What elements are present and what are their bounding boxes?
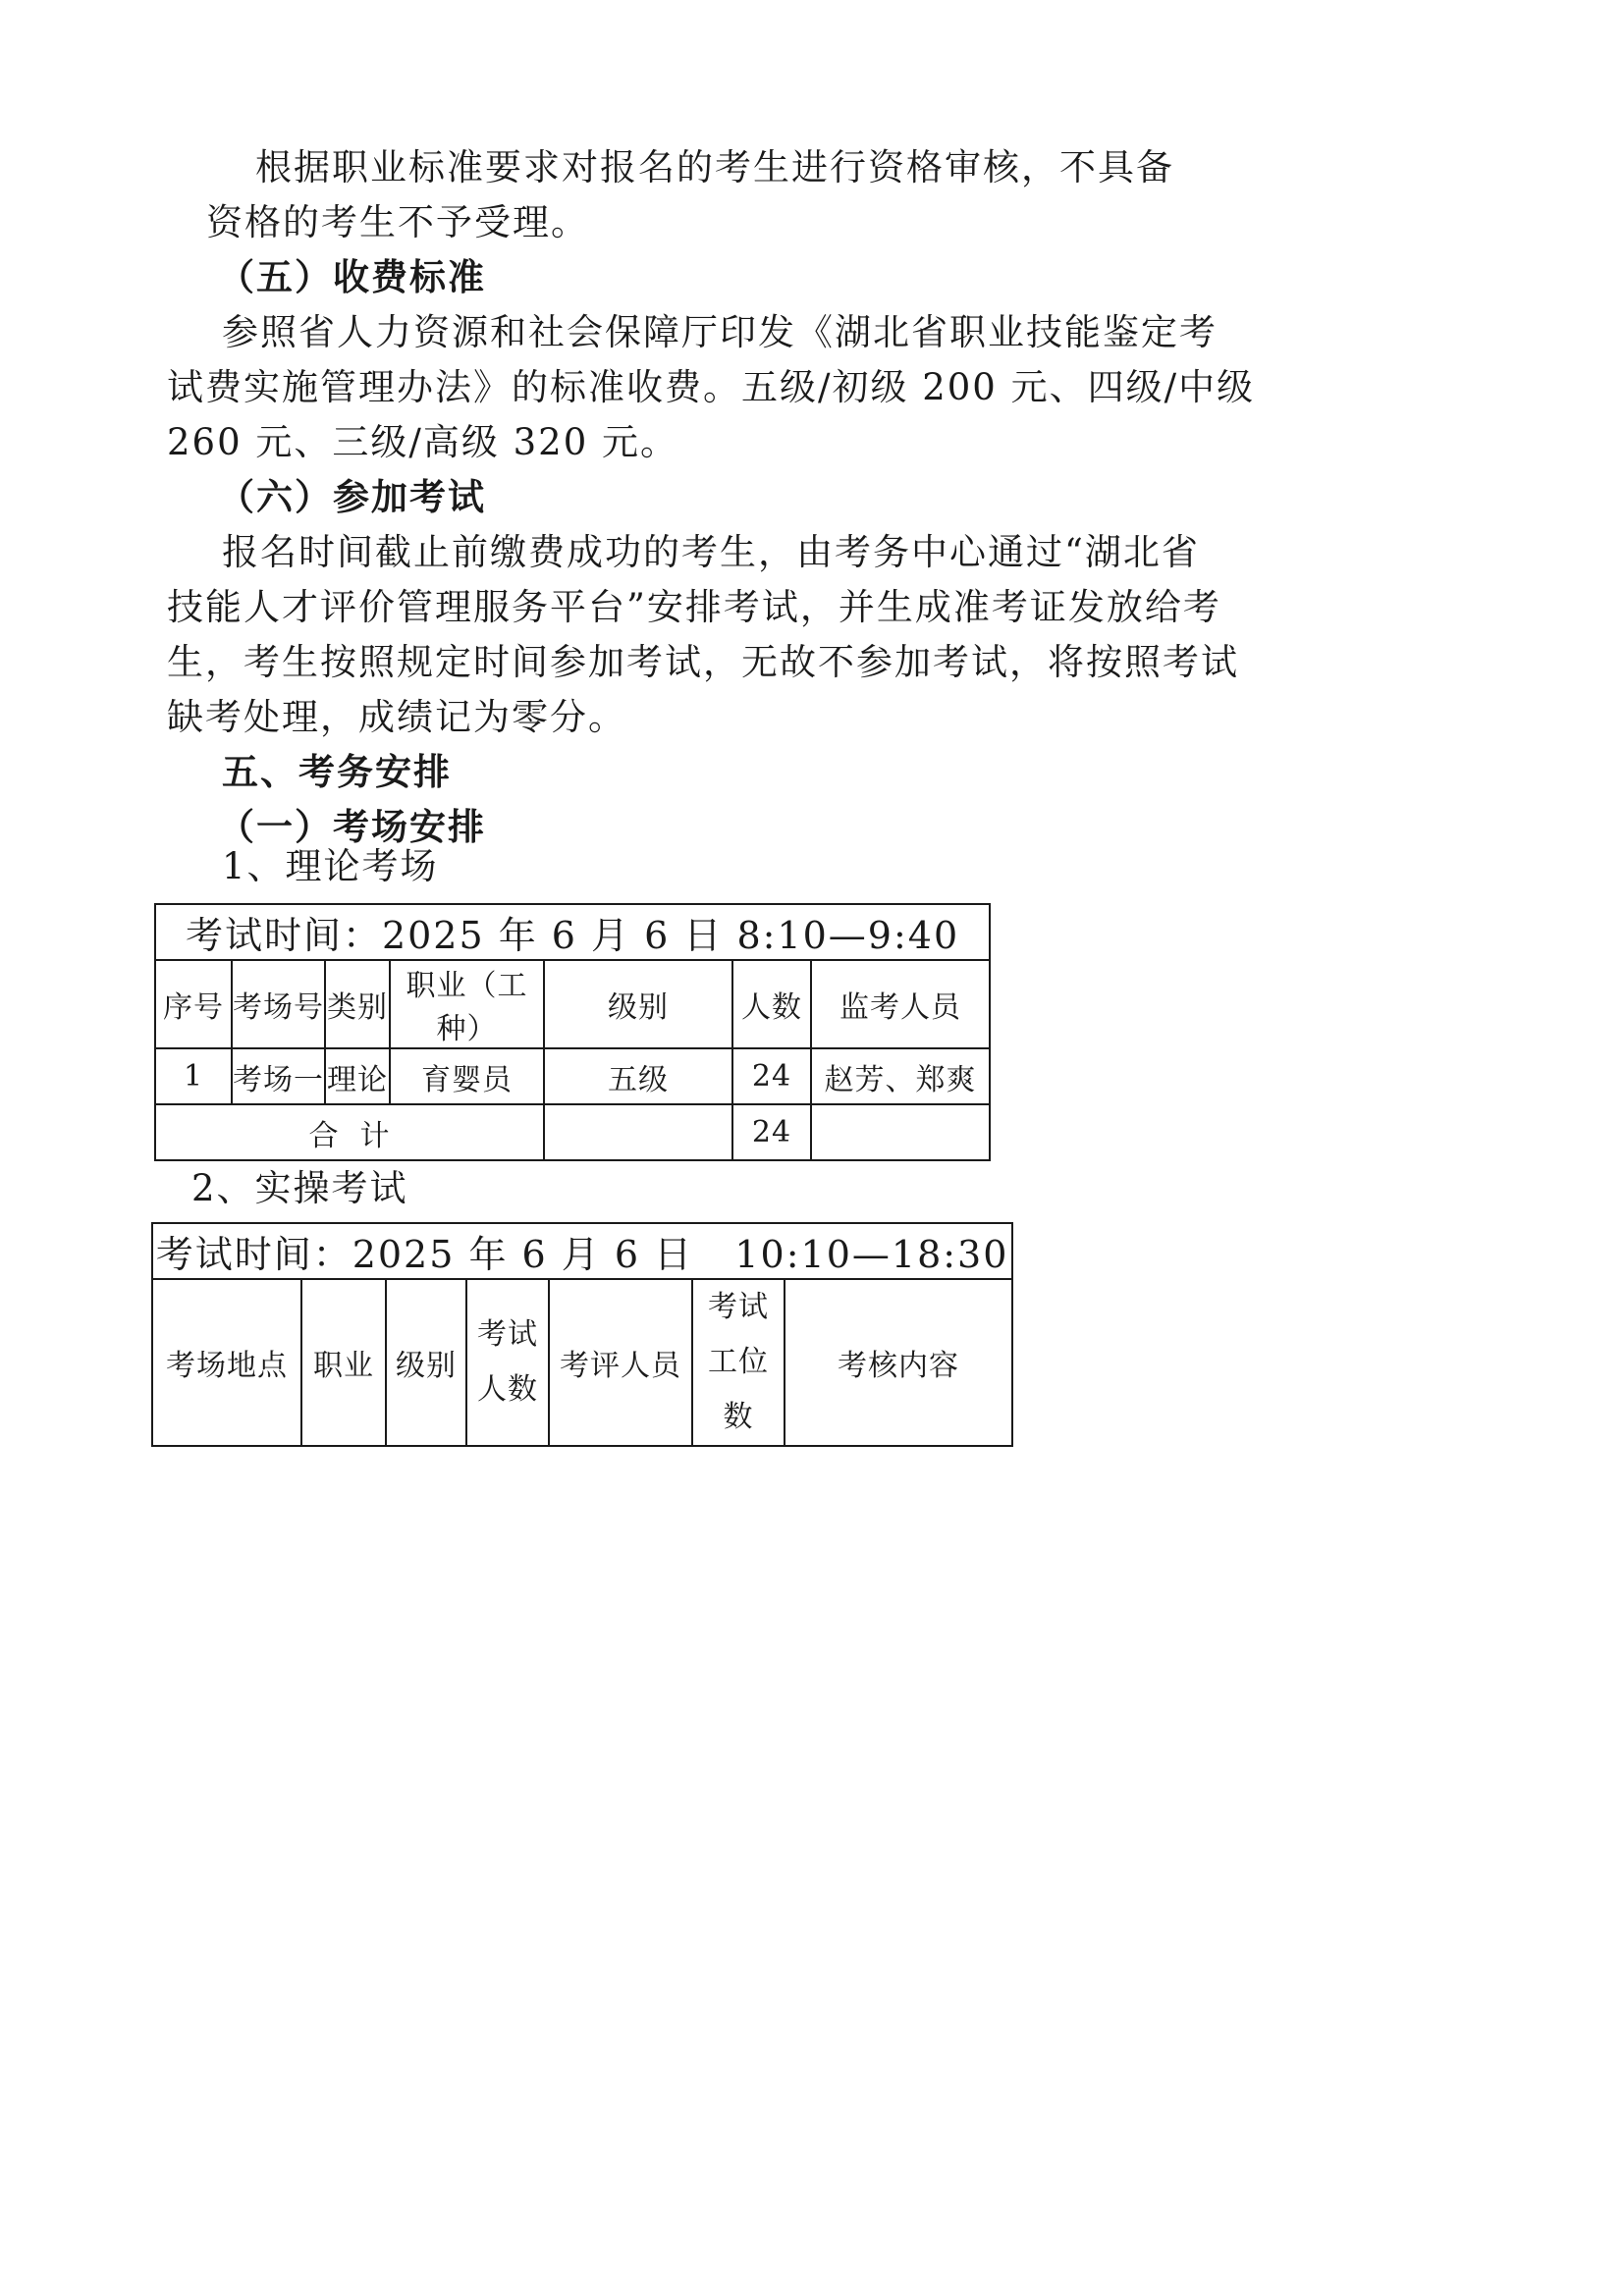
paragraph-fee-line-1: 参照省人力资源和社会保障厅印发《湖北省职业技能鉴定考	[222, 311, 1218, 353]
header-exam-stations	[692, 1279, 785, 1446]
header-occupation: 职业（工种）	[390, 960, 544, 1048]
practical-table-title-row	[152, 1223, 1012, 1279]
paragraph-fee-line-2: 试费实施管理办法》的标准收费。五级/初级 200 元、四级/中级	[167, 366, 1256, 408]
header-exam-stations-line-1: 考试	[708, 1290, 769, 1324]
heading-practical-exam: 2、实操考试	[191, 1167, 408, 1209]
total-invigilators-empty	[811, 1104, 990, 1160]
theory-table-title-row	[155, 904, 990, 960]
heading-venue-arrangement: （一）考场安排	[218, 805, 486, 848]
header-location: 考场地点	[152, 1279, 301, 1446]
header-room-no: 考场号	[232, 960, 325, 1048]
cell-count: 24	[732, 1048, 811, 1104]
header-level: 级别	[544, 960, 732, 1048]
header-seq: 序号	[155, 960, 232, 1048]
paragraph-exam-line-1: 报名时间截止前缴费成功的考生，由考务中心通过“湖北省	[222, 531, 1200, 573]
header-exam-count-line-1: 考试	[477, 1317, 538, 1352]
header-invigilators: 监考人员	[811, 960, 990, 1048]
theory-table-total-row	[155, 1104, 990, 1160]
theory-exam-table	[154, 903, 991, 1161]
paragraph-fee-line-3: 260 元、三级/高级 320 元。	[167, 421, 678, 463]
cell-seq: 1	[155, 1048, 232, 1104]
practical-table-header-row	[152, 1279, 1012, 1446]
header-occupation: 职业	[301, 1279, 386, 1446]
header-examiners: 考评人员	[549, 1279, 692, 1446]
total-level-empty	[544, 1104, 732, 1160]
cell-occupation: 育婴员	[390, 1048, 544, 1104]
header-count: 人数	[732, 960, 811, 1048]
header-exam-stations-line-2: 工位数	[708, 1345, 769, 1434]
cell-level: 五级	[544, 1048, 732, 1104]
cell-room-no: 考场一	[232, 1048, 325, 1104]
practical-table-title: 考试时间：2025 年 6 月 6 日 10:10—18:30	[152, 1223, 1012, 1279]
header-category: 类别	[325, 960, 390, 1048]
paragraph-eligibility-line-2: 资格的考生不予受理。	[206, 201, 589, 243]
heading-section-five: 五、考务安排	[222, 750, 452, 793]
paragraph-eligibility-line-1: 根据职业标准要求对报名的考生进行资格审核，不具备	[255, 146, 1174, 188]
header-level: 级别	[386, 1279, 466, 1446]
theory-table-title: 考试时间：2025 年 6 月 6 日 8:10—9:40	[155, 904, 990, 960]
paragraph-exam-line-4: 缺考处理，成绩记为零分。	[167, 696, 626, 738]
header-exam-count	[466, 1279, 549, 1446]
heading-fee-standard: （五）收费标准	[218, 255, 486, 298]
cell-invigilators: 赵芳、郑爽	[811, 1048, 990, 1104]
total-label: 合 计	[155, 1104, 544, 1160]
total-count: 24	[732, 1104, 811, 1160]
paragraph-exam-line-2: 技能人才评价管理服务平台”安排考试，并生成准考证发放给考	[167, 586, 1221, 628]
header-assessment-content: 考核内容	[785, 1279, 1012, 1446]
paragraph-exam-line-3: 生，考生按照规定时间参加考试，无故不参加考试，将按照考试	[167, 641, 1239, 683]
table-row	[155, 1048, 990, 1104]
theory-table-header-row	[155, 960, 990, 1048]
cell-category: 理论	[325, 1048, 390, 1104]
heading-take-exam: （六）参加考试	[218, 475, 486, 518]
heading-theory-venue: 1、理论考场	[222, 845, 439, 887]
practical-exam-table	[151, 1222, 1013, 1447]
header-exam-count-line-2: 人数	[477, 1372, 538, 1407]
